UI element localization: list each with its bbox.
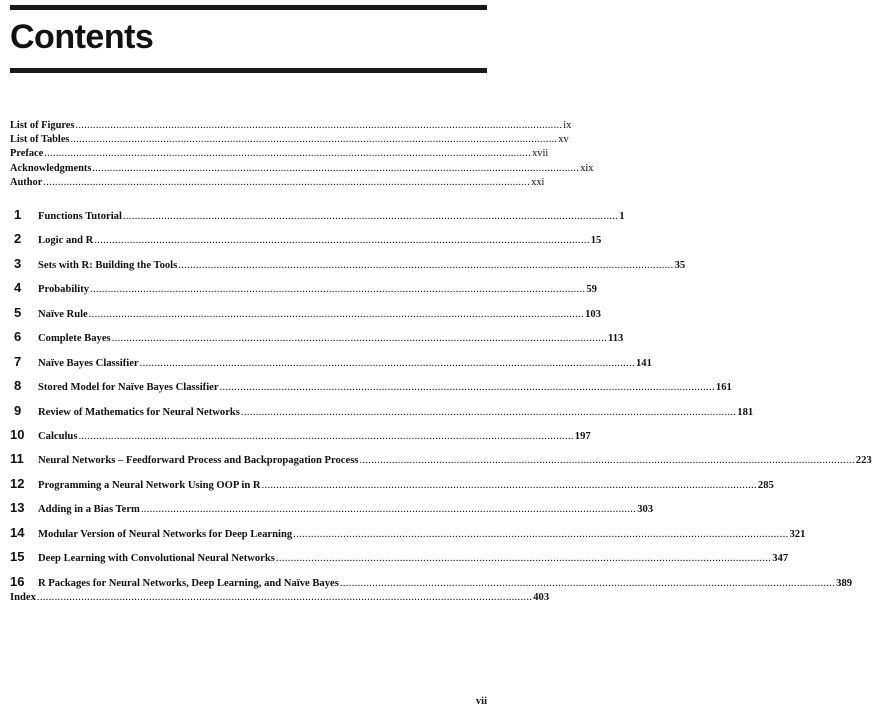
toc-chapter-13[interactable]	[10, 496, 654, 520]
chapter-title: R Packages for Neural Networks, Deep Learning, and Naïve Bayes	[38, 577, 339, 589]
chapter-number: 11	[10, 451, 24, 467]
chapter-number: 14	[10, 524, 25, 540]
toc-chapter-10[interactable]	[10, 423, 591, 447]
leader-dots: ........................................................................................................................................................................	[261, 479, 757, 491]
chapter-number: 4	[14, 280, 22, 296]
toc-chapter-15[interactable]	[10, 545, 789, 569]
toc-entry-author[interactable]	[10, 176, 545, 190]
toc-entry-page: xvii	[532, 148, 549, 160]
chapter-number: 15	[10, 549, 25, 565]
leader-dots: ........................................................................................................................................................................	[140, 504, 637, 516]
leader-dots: ........................................................................................................................................................................	[339, 577, 836, 589]
leader-dots: ........................................................................................................................................................................	[111, 333, 608, 345]
toc-chapter-11[interactable]	[10, 447, 872, 471]
chapter-number: 9	[14, 402, 22, 418]
chapter-title: Naïve Bayes Classifier	[38, 357, 139, 369]
toc-entry-label: Index	[10, 592, 36, 603]
chapter-number: 6	[14, 329, 22, 345]
toc-entry-label: List of Figures	[10, 120, 75, 131]
chapter-title: Complete Bayes	[38, 333, 111, 345]
toc-chapter-9[interactable]	[10, 399, 754, 423]
leader-dots: ........................................................................................................................................................................	[219, 382, 715, 394]
chapter-number: 16	[10, 573, 25, 589]
chapter-page: 1	[619, 211, 625, 222]
chapter-number: 10	[10, 426, 25, 442]
chapter-title: Neural Networks – Feedforward Process and Backpropagation Process	[38, 455, 359, 467]
chapter-number: 12	[10, 475, 25, 491]
chapter-page: 223	[855, 455, 872, 467]
chapter-number: 3	[14, 255, 22, 271]
leader-dots: ........................................................................................................................................................................	[43, 176, 531, 188]
toc-entry-label: List of Tables	[10, 134, 70, 146]
front-matter-list	[10, 119, 594, 190]
toc-entry-label: Preface	[10, 148, 44, 160]
leader-dots: ........................................................................................................................................................................	[122, 211, 619, 222]
leader-dots: ........................................................................................................................................................................	[70, 134, 558, 146]
chapter-number: 8	[14, 378, 22, 394]
toc-chapter-14[interactable]	[10, 521, 806, 545]
leader-dots: ........................................................................................................................................................................	[90, 284, 586, 296]
leader-dots: ........................................................................................................................................................................	[75, 120, 563, 131]
chapter-page: 113	[608, 333, 624, 345]
chapter-title: Calculus	[38, 430, 78, 442]
toc-chapter-8[interactable]	[10, 374, 732, 398]
chapter-number: 13	[10, 500, 25, 516]
chapter-page: 141	[635, 357, 652, 369]
chapter-page: 161	[715, 382, 732, 394]
toc-chapter-6[interactable]	[10, 325, 624, 349]
toc-entry-page: xix	[580, 162, 594, 174]
toc-chapter-1[interactable]	[10, 203, 625, 227]
toc-entry-page: 403	[533, 592, 550, 603]
chapter-page: 347	[772, 553, 789, 565]
page-title: Contents	[10, 18, 154, 56]
leader-dots: ........................................................................................................................................................................	[88, 308, 585, 320]
chapter-title: Adding in a Bias Term	[38, 504, 140, 516]
leader-dots: ........................................................................................................................................................................	[293, 528, 789, 540]
leader-dots: ........................................................................................................................................................................	[78, 430, 574, 442]
chapter-page: 103	[585, 308, 601, 320]
chapter-number: 5	[14, 304, 22, 320]
leader-dots: ........................................................................................................................................................................	[36, 592, 533, 603]
toc-entry-label: Acknowledgments	[10, 162, 92, 174]
toc-chapter-2[interactable]	[10, 227, 602, 251]
page-number: vii	[475, 696, 487, 707]
leader-dots: ........................................................................................................................................................................	[139, 357, 635, 369]
chapter-page: 15	[590, 235, 602, 247]
chapter-list	[10, 203, 872, 594]
toc-entry-list-of-figures[interactable]	[10, 119, 572, 133]
chapter-page: 303	[637, 504, 654, 516]
chapter-title: Sets with R: Building the Tools	[38, 259, 178, 271]
leader-dots: ........................................................................................................................................................................	[359, 455, 855, 467]
chapter-page: 181	[737, 406, 754, 418]
toc-entry-page: ix	[563, 120, 572, 131]
toc-entry-page: xxi	[531, 176, 545, 188]
toc-chapter-5[interactable]	[10, 301, 601, 325]
title-rule	[10, 68, 487, 73]
chapter-title: Review of Mathematics for Neural Networks	[38, 406, 240, 418]
leader-dots: ........................................................................................................................................................................	[178, 259, 674, 271]
chapter-title: Modular Version of Neural Networks for Deep Learning	[38, 528, 293, 540]
toc-chapter-7[interactable]	[10, 350, 652, 374]
chapter-number: 7	[14, 353, 22, 369]
toc-chapter-12[interactable]	[10, 472, 774, 496]
toc-entry-acknowledgments[interactable]	[10, 162, 594, 176]
leader-dots: ........................................................................................................................................................................	[240, 406, 737, 418]
leader-dots: ........................................................................................................................................................................	[275, 553, 772, 565]
chapter-page: 59	[586, 284, 597, 296]
toc-chapter-4[interactable]	[10, 276, 597, 300]
top-rule	[10, 5, 487, 10]
chapter-page: 389	[836, 577, 853, 589]
chapter-page: 35	[674, 259, 686, 271]
chapter-title: Probability	[38, 284, 90, 296]
toc-entry-page: xv	[558, 134, 569, 146]
toc-entry-label: Author	[10, 176, 43, 188]
chapter-number: 2	[14, 231, 22, 247]
toc-chapter-3[interactable]	[10, 252, 686, 276]
chapter-title: Naïve Rule	[38, 308, 88, 320]
chapter-page: 197	[574, 430, 591, 442]
toc-entry-preface[interactable]	[10, 147, 549, 161]
chapter-title: Deep Learning with Convolutional Neural Networks	[38, 553, 275, 565]
toc-entry-index[interactable]	[10, 591, 550, 605]
chapter-title: Programming a Neural Network Using OOP in R	[38, 479, 261, 491]
leader-dots: ........................................................................................................................................................................	[92, 162, 580, 174]
leader-dots: ........................................................................................................................................................................	[44, 148, 532, 160]
chapter-page: 321	[789, 528, 806, 540]
chapter-title: Functions Tutorial	[38, 211, 122, 222]
chapter-title: Logic and R	[38, 235, 94, 247]
leader-dots: ........................................................................................................................................................................	[94, 235, 590, 247]
chapter-page: 285	[757, 479, 774, 491]
toc-entry-list-of-tables[interactable]	[10, 133, 569, 147]
chapter-title: Stored Model for Naïve Bayes Classifier	[38, 382, 219, 394]
chapter-number: 1	[14, 207, 22, 222]
